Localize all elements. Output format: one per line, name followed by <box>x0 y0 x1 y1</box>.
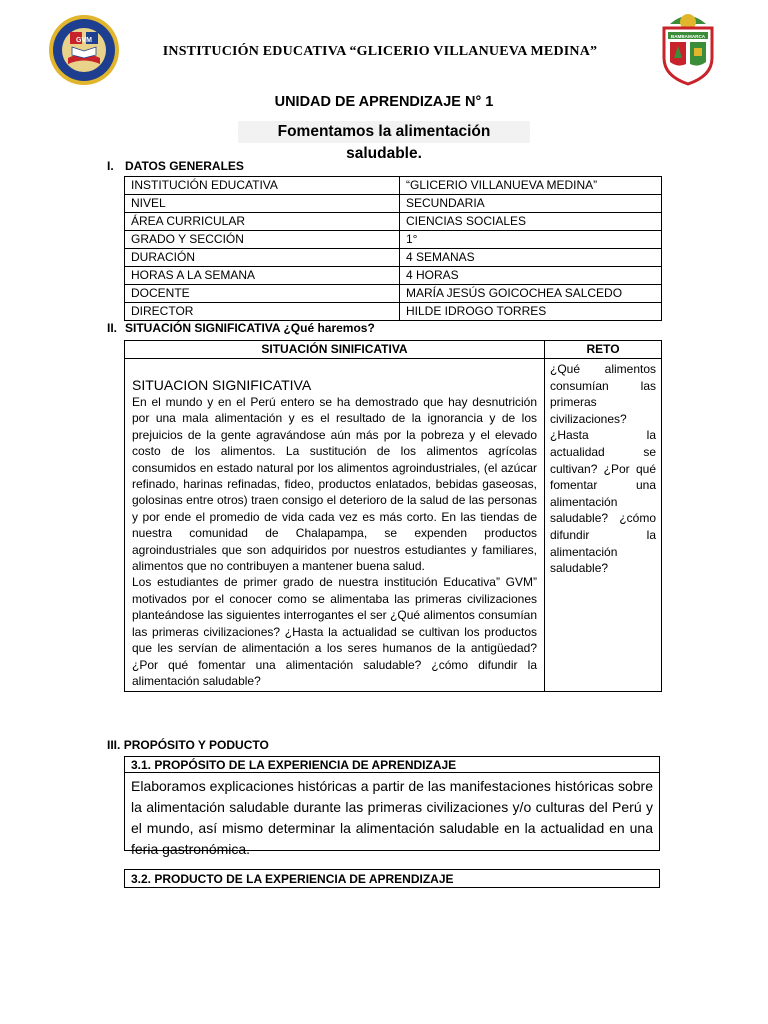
unit-title: UNIDAD DE APRENDIZAJE N° 1 <box>274 94 494 110</box>
general-data-row <box>125 213 662 231</box>
general-data-row <box>125 285 662 303</box>
section-1-heading <box>107 159 244 173</box>
general-data-value: 4 HORAS <box>400 267 662 285</box>
section-3-title: PROPÓSITO Y PODUCTO <box>123 738 269 752</box>
situation-table <box>124 340 662 692</box>
general-data-label: ÁREA CURRICULAR <box>125 213 400 231</box>
general-data-table <box>124 176 662 321</box>
school-crest-logo <box>48 14 120 86</box>
general-data-value: CIENCIAS SOCIALES <box>400 213 662 231</box>
section-2-number: II. <box>107 321 118 335</box>
reto-cell <box>545 359 662 692</box>
section-2-title: SITUACIÓN SIGNIFICATIVA ¿Qué haremos? <box>125 321 375 335</box>
situation-paragraph-2: Los estudiantes de primer grado de nuestra institución Educativa” GVM” motivados por el conocer como se alimentaba las primeras civilizaciones planteándose las siguientes interrogantes el ser ¿Qué alimentos consumían las primeras civilizaciones? ¿Hasta la actualidad se cultivan los productos que les servían de alimentación a los seres humanos de la antigüedad? ¿Por qué fomentar una alimentación saludable? ¿cómo difundir la alimentación saludable? <box>132 575 537 688</box>
general-data-row <box>125 195 662 213</box>
general-data-value: MARÍA JESÚS GOICOCHEA SALCEDO <box>400 285 662 303</box>
general-data-label: GRADO Y SECCIÓN <box>125 231 400 249</box>
section-1-number: I. <box>107 159 114 173</box>
school-header <box>0 0 768 100</box>
situation-paragraph-1: En el mundo y en el Perú entero se ha demostrado que hay desnutrición por una mala alimentación y es el resultado de la ignorancia y de los prejuicios de la gente agravándose aún más por la pobreza y el elevado costo de los alimentos. La sustitución de los alimentos agrícolas consumidos en estado natural por los alimentos agroindustriales, (el azúcar refinado, harinas refinadas, fideo, productos enlatados, bebidas gaseosas, golosinas entre otros) traen consigo el deterioro de la salud de las personas y por ende el promedio de vida cada vez es más corto. En las tiendas de nuestra comunidad de Chalapampa, se expenden productos agroindustriales que son adquiridos por nuestros estudiantes y familiares, alimentos que no contribuyen a mantener buena salud. <box>132 395 537 574</box>
unit-subtitle: Fomentamos la alimentación saludable. <box>238 121 530 143</box>
situation-cell <box>125 359 545 692</box>
institution-name: INSTITUCIÓN EDUCATIVA “GLICERIO VILLANUEVA MEDINA” <box>162 44 598 59</box>
general-data-value: “GLICERIO VILLANUEVA MEDINA” <box>400 177 662 195</box>
general-data-row <box>125 303 662 321</box>
general-data-label: NIVEL <box>125 195 400 213</box>
purpose-label: 3.1. PROPÓSITO DE LA EXPERIENCIA DE APRENDIZAJE <box>124 756 660 773</box>
general-data-value: 4 SEMANAS <box>400 249 662 267</box>
general-data-label: HORAS A LA SEMANA <box>125 267 400 285</box>
section-3-number: III. <box>107 738 121 752</box>
general-data-row <box>125 267 662 285</box>
svg-text:GVM: GVM <box>76 37 92 44</box>
svg-text:BAMBAMARCA: BAMBAMARCA <box>670 34 706 39</box>
general-data-row <box>125 249 662 267</box>
section-2-heading <box>107 321 375 335</box>
general-data-label: DOCENTE <box>125 285 400 303</box>
section-3-heading <box>107 738 269 752</box>
general-data-row <box>125 231 662 249</box>
situation-heading: SITUACION SIGNIFICATIVA <box>132 377 312 393</box>
municipal-shield-logo <box>656 8 720 86</box>
general-data-value: SECUNDARIA <box>400 195 662 213</box>
reto-text: ¿Qué alimentos consumían las primeras civilizaciones? ¿Hasta la actualidad se cultivan? ¿Por qué fomentar una alimentación saludable? ¿cómo difundir la alimentación saludable? <box>550 362 656 576</box>
general-data-row <box>125 177 662 195</box>
general-data-value: HILDE IDROGO TORRES <box>400 303 662 321</box>
general-data-label: DIRECTOR <box>125 303 400 321</box>
general-data-label: INSTITUCIÓN EDUCATIVA <box>125 177 400 195</box>
purpose-text: Elaboramos explicaciones históricas a partir de las manifestaciones históricas sobre la alimentación saludable durante las primeras civilizaciones y/o culturas del Perú y el mundo, así mismo determinar la alimentación saludable en la actualidad en una feria gastronómica. <box>124 773 660 851</box>
product-label: 3.2. PRODUCTO DE LA EXPERIENCIA DE APRENDIZAJE <box>124 869 660 888</box>
reto-column-header: RETO <box>545 341 662 359</box>
general-data-label: DURACIÓN <box>125 249 400 267</box>
situation-column-header: SITUACIÓN SINIFICATIVA <box>125 341 545 359</box>
section-1-title: DATOS GENERALES <box>125 159 244 173</box>
general-data-value: 1° <box>400 231 662 249</box>
